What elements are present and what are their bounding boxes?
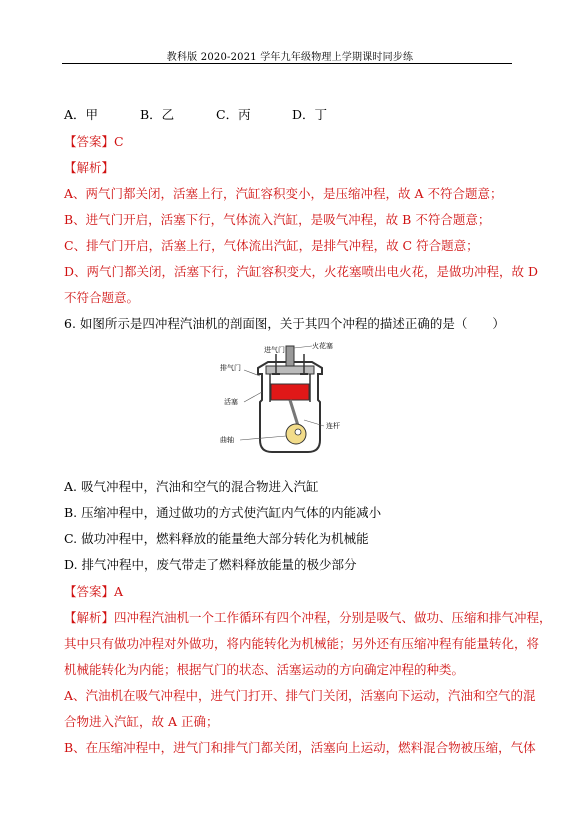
q5-analysis-label: 【解析】 bbox=[64, 160, 115, 175]
label-crank: 曲轴 bbox=[220, 436, 234, 444]
q5-choices bbox=[64, 106, 368, 124]
q5-choice-d: D．丁 bbox=[292, 107, 328, 122]
q6-question: 6. 如图所示是四冲程汽油机的剖面图，关于其四个冲程的描述正确的是（ ） bbox=[64, 316, 505, 331]
q6-choice-a: A. 吸气冲程中，汽油和空气的混合物进入汽缸 bbox=[64, 479, 319, 494]
q5-choice-b: B．乙 bbox=[140, 107, 175, 122]
engine-cross-section-figure bbox=[220, 340, 360, 458]
label-piston: 活塞 bbox=[224, 398, 238, 406]
q6-analysis-line-0 bbox=[64, 609, 552, 627]
page-header: 教科版 2020-2021 学年九年级物理上学期课时同步练 bbox=[166, 52, 414, 63]
q5-analysis-line-1: A、两气门都关闭，活塞上行，汽缸容积变小，是压缩冲程，故 A 不符合题意； bbox=[64, 186, 503, 201]
q5-choice-a: A．甲 bbox=[64, 107, 99, 122]
q6-analysis-line-3: A、汽油机在吸气冲程中，进气门打开、排气门关闭，活塞向下运动，汽油和空气的混 bbox=[64, 688, 536, 703]
q6-analysis-line-4: 合物进入汽缸，故 A 正确； bbox=[64, 714, 219, 729]
label-spark-plug: 火花塞 bbox=[312, 342, 333, 350]
label-exhaust: 排气门 bbox=[220, 364, 241, 372]
q5-answer bbox=[64, 133, 124, 151]
q6-choice-c: C. 做功冲程中，燃料释放的能量绝大部分转化为机械能 bbox=[64, 531, 369, 546]
q6-choice-b: B. 压缩冲程中，通过做功的方式使汽缸内气体的内能减小 bbox=[64, 505, 382, 520]
q5-analysis-line-2: B、进气门开启，活塞下行，气体流入汽缸，是吸气冲程，故 B 不符合题意； bbox=[64, 212, 491, 227]
q6-answer-value: A bbox=[114, 584, 124, 599]
q5-answer-label: 【答案】 bbox=[64, 134, 115, 149]
q5-analysis-line-5: 不符合题意。 bbox=[64, 290, 140, 305]
q6-answer-label: 【答案】 bbox=[64, 584, 115, 599]
q6-analysis-line-2: 机械能转化为内能；根据气门的状态、活塞运动的方向确定冲程的种类。 bbox=[64, 662, 465, 677]
engine-diagram bbox=[220, 340, 360, 458]
q6-analysis-line-5: B、在压缩冲程中，进气门和排气门都关闭，活塞向上运动，燃料混合物被压缩，气体 bbox=[64, 740, 536, 755]
q6-answer bbox=[64, 583, 123, 601]
q5-analysis-line-3: C、排气门开启，活塞上行，气体流出汽缸，是排气冲程，故 C 符合题意； bbox=[64, 238, 479, 253]
q6-choice-d: D. 排气冲程中，废气带走了燃料释放能量的极少部分 bbox=[64, 557, 357, 572]
q6-analysis-label: 【解析】 bbox=[64, 610, 115, 625]
q6-analysis-first: 四冲程汽油机一个工作循环有四个冲程，分别是吸气、做功、压缩和排气冲程， bbox=[114, 610, 552, 625]
label-intake: 进气门 bbox=[264, 346, 285, 354]
label-rod: 连杆 bbox=[326, 422, 340, 430]
q5-analysis-line-4: D、两气门都关闭，活塞下行，汽缸容积变大，火花塞喷出电火花，是做功冲程，故 D bbox=[64, 264, 539, 279]
q5-choice-c: C．丙 bbox=[216, 107, 251, 122]
q6-analysis-line-1: 其中只有做功冲程对外做功，将内能转化为机械能；另外还有压缩冲程有能量转化，将 bbox=[64, 636, 540, 651]
q5-answer-value: C bbox=[114, 134, 124, 149]
header-divider bbox=[62, 63, 512, 64]
